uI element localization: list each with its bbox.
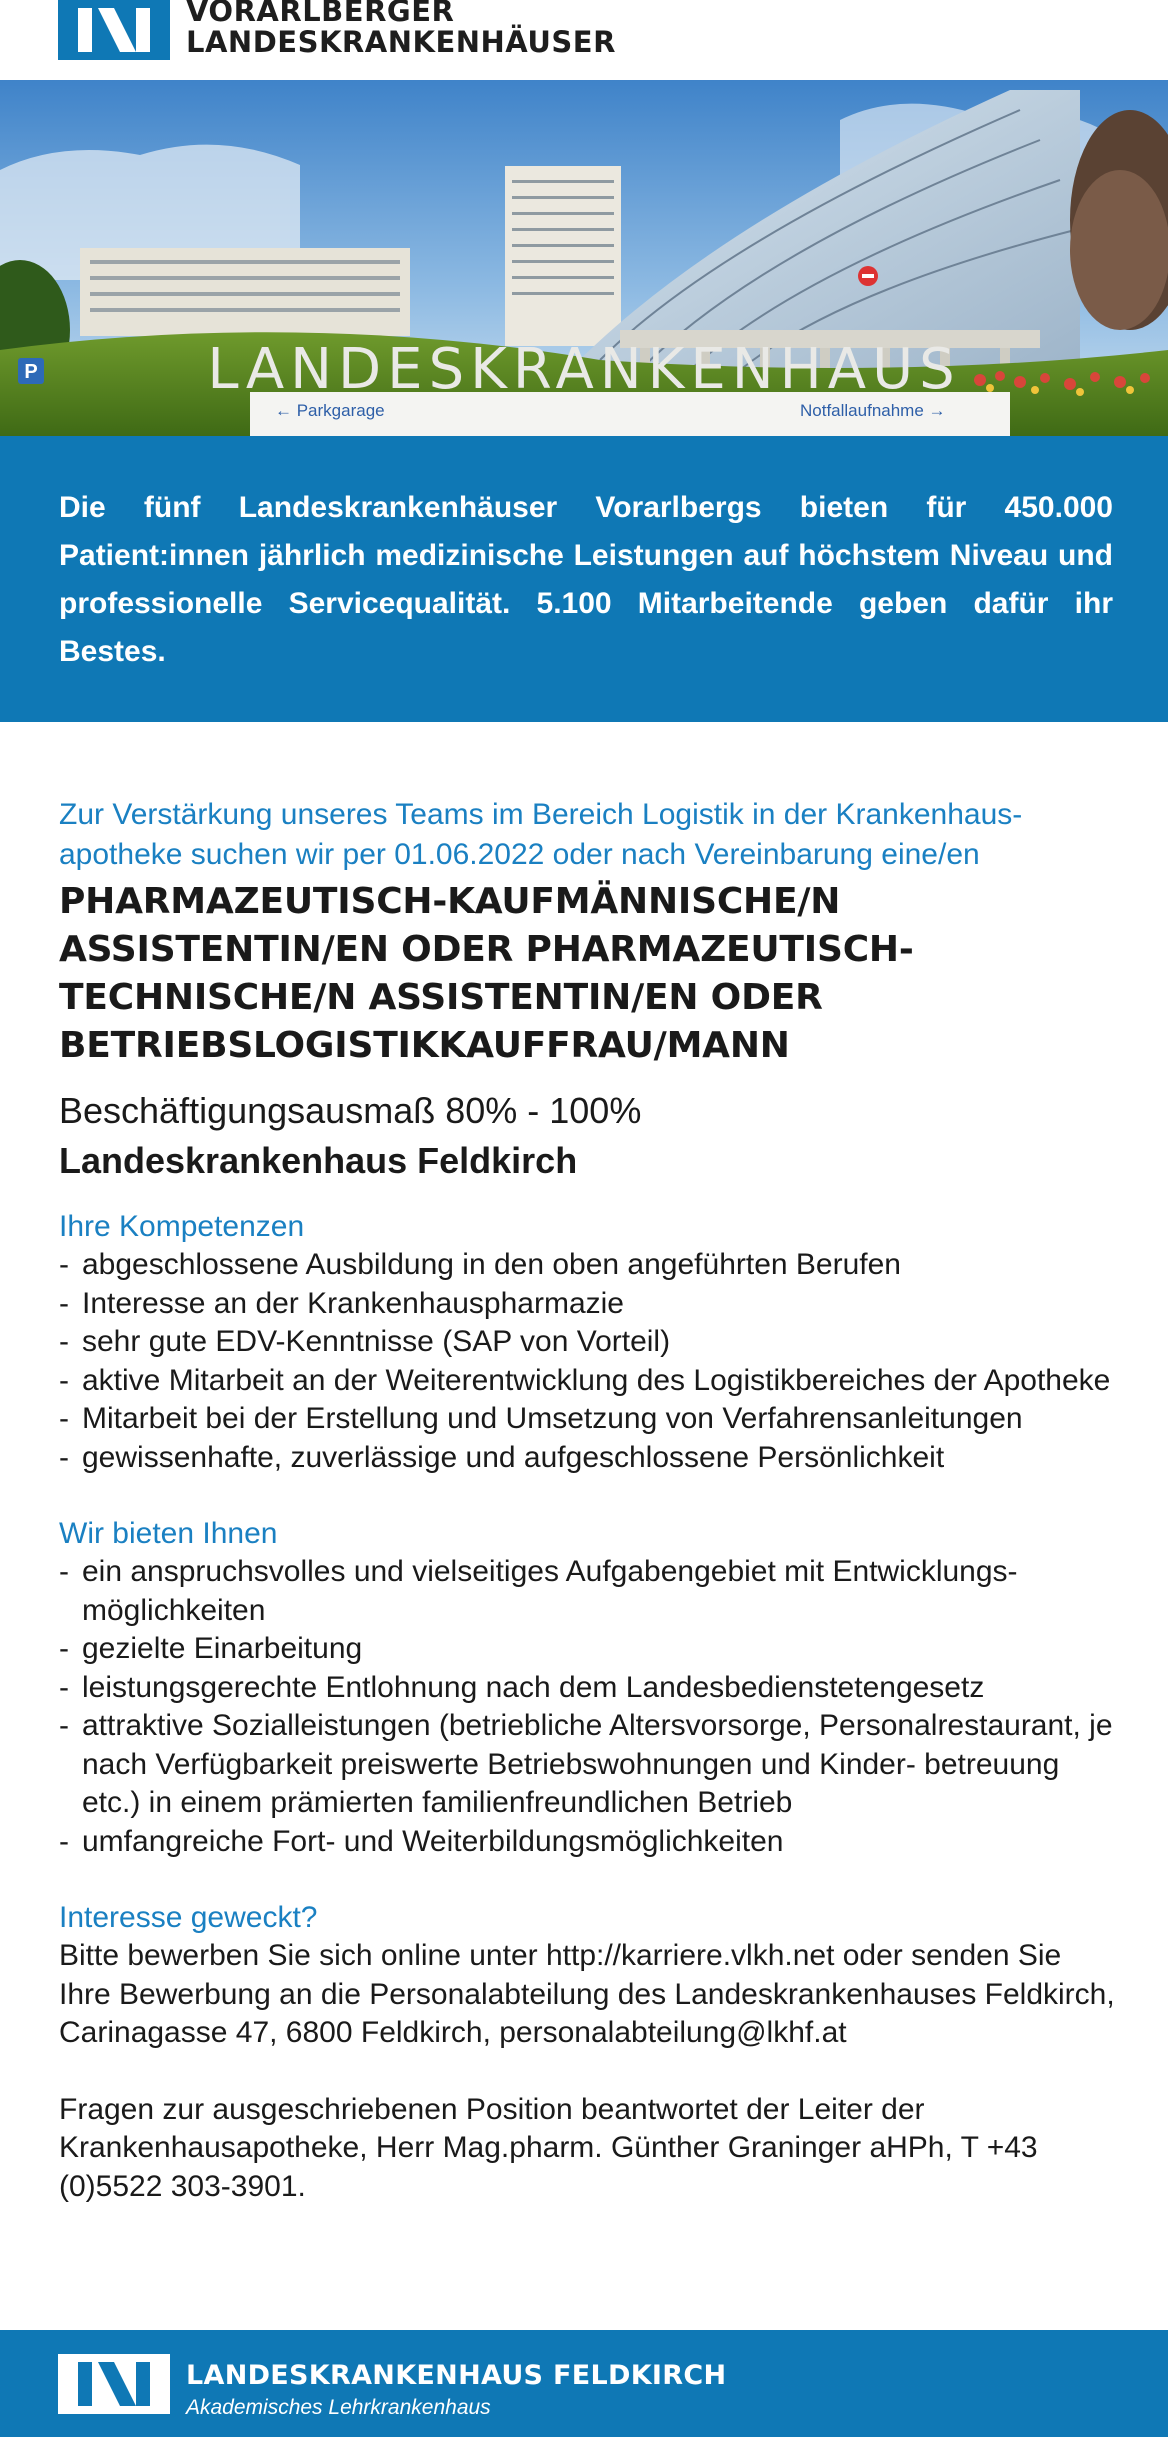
hero-image (0, 80, 1168, 436)
list-item: - abgeschlossene Ausbildung in den oben angeführten Berufen (59, 1246, 1119, 1285)
employment-scope: Beschäftigungsausmaß 80% - 100% (59, 1090, 642, 1131)
competences-heading: Ihre Kompetenzen (59, 1210, 305, 1243)
list-item: - leistungsgerechte Entlohnung nach dem Landesbedienstetengesetz (59, 1669, 1119, 1708)
lkh-logo-icon (58, 2354, 170, 2414)
footer-title: LANDESKRANKENHAUS FELDKIRCH (186, 2360, 727, 2391)
hospital-sign-text: LANDESKRANKENHAUS (207, 337, 961, 402)
list-item: - gewissenhafte, zuverlässige und aufgeschlossene Persönlichkeit (59, 1439, 1119, 1478)
parking-sign-icon: P (24, 361, 38, 383)
job-location: Landeskrankenhaus Feldkirch (59, 1140, 578, 1181)
questions-text: Fragen zur ausgeschriebenen Position beantwortet der Leiter der Krankenhausapotheke, Herr Mag.pharm. Günther Graninger aHPh, T +43 (0)5522 303-3901. (59, 2092, 1038, 2203)
footer-subtitle: Akademisches Lehrkrankenhaus (186, 2396, 491, 2419)
job-title-line: TECHNISCHE/N ASSISTENTIN/EN ODER (59, 977, 823, 1018)
page-header (0, 0, 1168, 80)
job-lead-line-2: apotheke suchen wir per 01.06.2022 oder nach Vereinbarung eine/en (59, 838, 980, 871)
job-lead-line-1: Zur Verstärkung unseres Teams im Bereich Logistik in der Krankenhaus- (59, 798, 1023, 831)
logo-line-1: VORARLBERGER (186, 0, 455, 28)
notfallaufnahme-label: Notfallaufnahme → (800, 401, 946, 420)
offer-heading: Wir bieten Ihnen (59, 1517, 278, 1550)
list-item: - ein anspruchsvolles und vielseitiges Aufgabengebiet mit Entwicklungs- möglichkeiten (59, 1553, 1119, 1630)
application-text: Bitte bewerben Sie sich online unter http://karriere.vlkh.net oder senden Sie Ihre Bewerbung an die Personalabteilung des Landeskrankenhauses Feldkirch, Carinagasse 47, 6800 Feldkirch, personalabteilung@lkhf.at (59, 1939, 1115, 2049)
list-item: - gezielte Einarbeitung (59, 1630, 1119, 1669)
parkgarage-label: ← Parkgarage (275, 401, 385, 420)
job-title (59, 878, 1119, 1070)
list-item: - umfangreiche Fort- und Weiterbildungsmöglichkeiten (59, 1823, 1119, 1862)
competences-list (59, 1246, 1119, 1477)
list-item: - Mitarbeit bei der Erstellung und Umsetzung von Verfahrensanleitungen (59, 1400, 1119, 1439)
logo-line-2: LANDESKRANKENHÄUSER (186, 25, 616, 59)
hospital-photo (0, 80, 1168, 436)
job-title-line: PHARMAZEUTISCH-KAUFMÄNNISCHE/N (59, 881, 841, 922)
page-footer (0, 2330, 1168, 2437)
job-posting (59, 795, 1119, 2206)
contact-heading: Interesse geweckt? (59, 1901, 318, 1934)
offer-list (59, 1553, 1119, 1861)
job-title-line: BETRIEBSLOGISTIKKAUFFRAU/MANN (59, 1025, 790, 1066)
intro-text: Die fünf Landeskrankenhäuser Vorarlbergs bieten für 450.000 Patient:innen jährlich medizinische Leistungen auf höchstem Niveau und professionelle Servicequalität. 5.100 Mitarbeitende geben dafür ihr Bestes. (59, 491, 1113, 668)
vlkh-logo-icon (58, 0, 170, 60)
job-lead (59, 795, 1119, 875)
logo-text (186, 0, 616, 58)
list-item: - aktive Mitarbeit an der Weiterentwicklung des Logistikbereiches der Apotheke (59, 1362, 1119, 1401)
list-item: - Interesse an der Krankenhauspharmazie (59, 1285, 1119, 1324)
intro-banner (0, 436, 1168, 722)
list-item: - sehr gute EDV-Kenntnisse (SAP von Vorteil) (59, 1323, 1119, 1362)
list-item: - attraktive Sozialleistungen (betriebliche Altersvorsorge, Personalrestaurant, je nach Verfügbarkeit preiswerte Betriebswohnungen und Kinder- betreuung etc.) in einem prämierten familienfreundlichen Betrieb (59, 1707, 1119, 1823)
job-title-line: ASSISTENTIN/EN ODER PHARMAZEUTISCH- (59, 929, 914, 970)
